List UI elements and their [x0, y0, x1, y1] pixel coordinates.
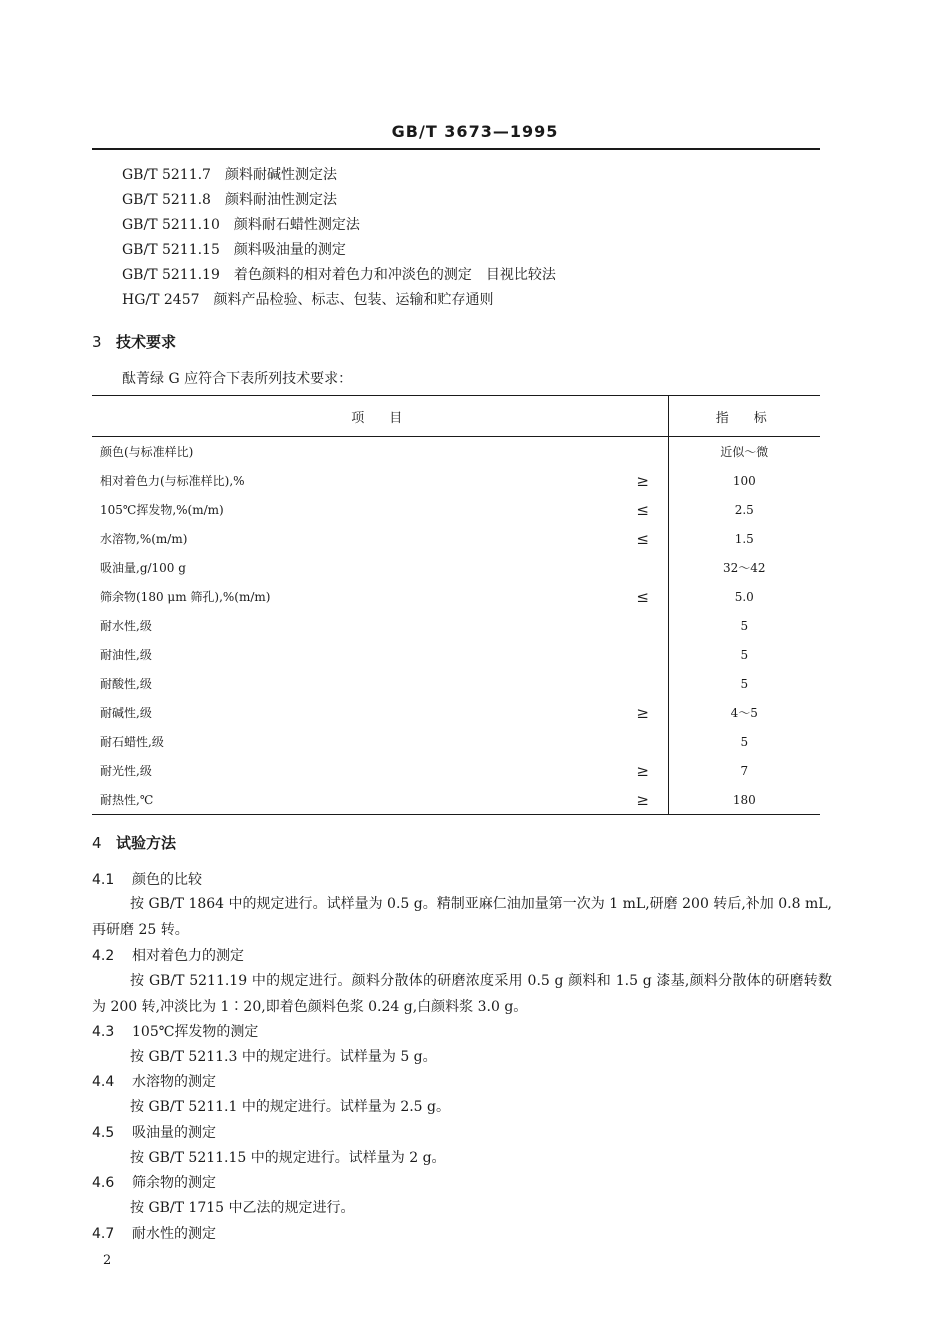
spec-table-body [92, 437, 820, 815]
row-comparator: ≥ [636, 471, 649, 490]
row-comparator [618, 437, 668, 467]
column-header-value: 指 标 [668, 396, 820, 437]
subsection-number: 4.3 [92, 1024, 115, 1040]
reference-code: GB/T 5211.8 [122, 192, 211, 208]
subsection-title: 筛余物的测定 [132, 1175, 216, 1191]
reference-title: 颜料耐石蜡性测定法 [233, 217, 360, 233]
reference-code: HG/T 2457 [122, 292, 200, 308]
header-rule [92, 148, 820, 150]
subsection-heading [92, 1122, 216, 1142]
table-header-row [92, 396, 820, 437]
subsection-body: 按 GB/T 5211.1 中的规定进行。试样量为 2.5 g。 [130, 1099, 450, 1115]
reference-item [122, 188, 556, 213]
section-3-heading [92, 331, 176, 352]
row-value: 5.0 [668, 582, 820, 611]
row-value: 180 [668, 785, 820, 815]
subsection-number: 4.5 [92, 1125, 115, 1141]
section-title: 技术要求 [116, 333, 177, 351]
subsection-title: 水溶物的测定 [132, 1074, 216, 1090]
table-row [92, 727, 820, 756]
subsection-title: 耐水性的测定 [132, 1226, 216, 1242]
row-item-label: 颜色(与标准样比) [100, 445, 194, 459]
table-row [92, 611, 820, 640]
reference-title: 颜料产品检验、标志、包装、运输和贮存通则 [213, 292, 494, 308]
document-header: GB/T 3673—1995 [391, 122, 559, 141]
reference-title: 颜料耐碱性测定法 [224, 167, 337, 183]
subsection-heading [92, 945, 244, 965]
section-4-heading [92, 832, 176, 853]
subsection-heading [92, 1172, 216, 1192]
row-item-label: 耐酸性,级 [100, 677, 152, 691]
row-comparator [618, 640, 668, 669]
column-header-item: 项 目 [92, 396, 668, 437]
row-comparator: ≤ [636, 587, 649, 606]
row-comparator [618, 669, 668, 698]
row-comparator: ≥ [636, 761, 649, 780]
row-value: 7 [668, 756, 820, 785]
row-comparator: ≥ [636, 703, 649, 722]
row-item-label: 耐碱性,级 [100, 706, 152, 720]
row-item-label: 耐水性,级 [100, 619, 152, 633]
row-comparator [618, 611, 668, 640]
table-row [92, 524, 820, 553]
reference-code: GB/T 5211.10 [122, 217, 220, 233]
reference-code: GB/T 5211.7 [122, 167, 211, 183]
row-item-label: 相对着色力(与标准样比),% [100, 474, 245, 488]
reference-code: GB/T 5211.19 [122, 267, 220, 283]
reference-item [122, 288, 556, 313]
subsection-title: 105℃挥发物的测定 [132, 1024, 259, 1040]
table-row [92, 669, 820, 698]
subsection-number: 4.4 [92, 1074, 115, 1090]
row-value: 2.5 [668, 495, 820, 524]
row-comparator [618, 727, 668, 756]
table-row [92, 698, 820, 727]
subsection-body: 按 GB/T 5211.3 中的规定进行。试样量为 5 g。 [130, 1049, 437, 1065]
subsection-number: 4.6 [92, 1175, 115, 1191]
row-value: 5 [668, 640, 820, 669]
section-3-intro: 酞菁绿 G 应符合下表所列技术要求： [122, 371, 353, 387]
table-row [92, 437, 820, 467]
row-item-label: 耐热性,℃ [92, 785, 618, 815]
subsection-heading [92, 869, 202, 889]
reference-title: 颜料吸油量的测定 [233, 242, 346, 258]
row-value: 4～5 [668, 698, 820, 727]
section-title: 试验方法 [116, 834, 177, 852]
reference-item [122, 163, 556, 188]
subsection-title: 相对着色力的测定 [132, 948, 244, 964]
subsection-body: 按 GB/T 5211.19 中的规定进行。颜料分散体的研磨浓度采用 0.5 g 颜料和 1.5 g 漆基,颜料分散体的研磨转数为 200 转,冲淡比为 1∶20,即着色颜料色浆 0.24 g,白颜料浆 3.0 g。 [92, 973, 832, 1015]
subsection-heading [92, 1021, 258, 1041]
row-value: 32～42 [668, 553, 820, 582]
subsection-title: 颜色的比较 [132, 872, 202, 888]
table-row [92, 553, 820, 582]
reference-title: 颜料耐油性测定法 [224, 192, 337, 208]
row-value: 100 [668, 466, 820, 495]
row-item-label: 水溶物,%(m/m) [100, 532, 188, 546]
subsection-number: 4.2 [92, 948, 115, 964]
table-row [92, 495, 820, 524]
row-value: 5 [668, 727, 820, 756]
row-comparator: ≤ [636, 500, 649, 519]
reference-title: 着色颜料的相对着色力和冲淡色的测定 目视比较法 [233, 267, 556, 283]
row-item-label: 耐光性,级 [100, 764, 152, 778]
row-value: 5 [668, 669, 820, 698]
reference-item [122, 263, 556, 288]
row-item-label: 耐油性,级 [100, 648, 152, 662]
table-row [92, 785, 820, 815]
subsection-body: 按 GB/T 1864 中的规定进行。试样量为 0.5 g。精制亚麻仁油加量第一次为 1 mL,研磨 200 转后,补加 0.8 mL,再研磨 25 转。 [92, 896, 832, 938]
section-number: 4 [92, 834, 102, 852]
row-item-label: 105℃挥发物,%(m/m) [100, 503, 224, 517]
subsection-number: 4.7 [92, 1226, 115, 1242]
reference-item [122, 238, 556, 263]
row-value: 近似～微 [668, 437, 820, 467]
row-comparator: ≤ [636, 529, 649, 548]
section-number: 3 [92, 333, 102, 351]
table-row [92, 756, 820, 785]
row-item-label: 筛余物(180 μm 筛孔),%(m/m) [100, 590, 271, 604]
row-item-label: 吸油量,g/100 g [100, 561, 186, 575]
row-value: 1.5 [668, 524, 820, 553]
page-number: 2 [103, 1253, 112, 1268]
reference-list [122, 163, 556, 313]
subsection-body: 按 GB/T 5211.15 中的规定进行。试样量为 2 g。 [130, 1150, 446, 1166]
subsection-title: 吸油量的测定 [132, 1125, 216, 1141]
table-row [92, 640, 820, 669]
table-row [92, 466, 820, 495]
spec-table [92, 395, 820, 815]
row-comparator [618, 553, 668, 582]
subsection-number: 4.1 [92, 872, 115, 888]
subsection-heading [92, 1223, 216, 1243]
subsection-body: 按 GB/T 1715 中乙法的规定进行。 [130, 1200, 355, 1216]
subsection-heading [92, 1071, 216, 1091]
row-value: 5 [668, 611, 820, 640]
row-item-label: 耐石蜡性,级 [100, 735, 164, 749]
row-comparator: ≥ [618, 785, 668, 815]
reference-code: GB/T 5211.15 [122, 242, 220, 258]
table-row [92, 582, 820, 611]
reference-item [122, 213, 556, 238]
